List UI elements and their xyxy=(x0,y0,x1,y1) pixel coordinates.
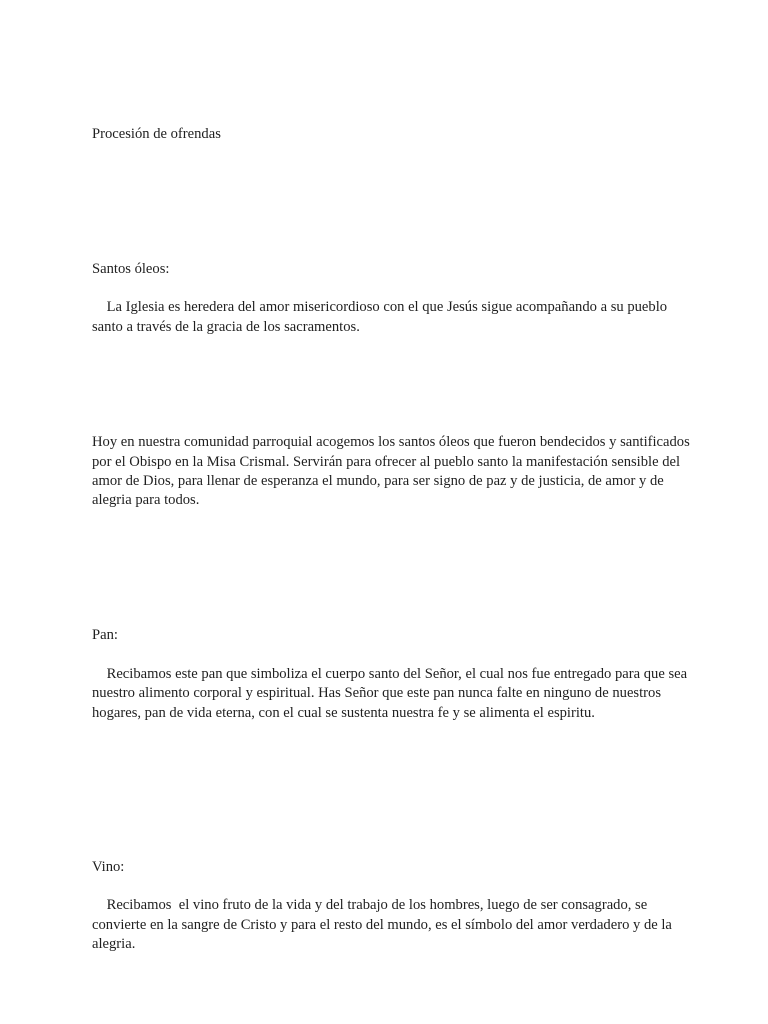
section-santos-oleos xyxy=(92,221,692,356)
section-vino xyxy=(92,819,692,973)
section-paragraph: Hoy en nuestra comunidad parroquial acogemos los santos óleos que fueron bendecidos y santificados por el Obispo en la Misa Crismal. Servirán para ofrecer al pueblo santo la manifestación sensible del amor de Dios, para llenar de esperanza el mundo, para ser signo de paz y de justicia, de amor y de alegria para todos. xyxy=(92,434,694,509)
document-title: Procesión de ofrendas xyxy=(92,125,221,142)
section-paragraph: La Iglesia es heredera del amor misericordioso con el que Jesús sigue acompañando a su pueblo santo a través de la gracia de los sacramentos. xyxy=(92,299,671,335)
document-page xyxy=(92,86,692,1012)
section-pan xyxy=(92,588,692,742)
section-heading-santos-oleos: Santos óleos: xyxy=(92,260,170,277)
section-paragraph: Recibamos este pan que simboliza el cuerpo santo del Señor, el cual nos fue entregado para que sea nuestro alimento corporal y espiritual. Has Señor que este pan nunca falte en ninguno de nuestros hogares, pan de vida eterna, con el cual se sustenta nuestra fe y se alimenta el espiritu. xyxy=(92,665,691,721)
section-heading-pan: Pan: xyxy=(92,627,118,644)
section-heading-vino: Vino: xyxy=(92,858,125,875)
section-paragraph: Recibamos el vino fruto de la vida y del trabajo de los hombres, luego de ser consagrado, se convierte en la sangre de Cristo y para el resto del mundo, es el símbolo del amor verdadero y de la alegria. xyxy=(92,897,676,953)
